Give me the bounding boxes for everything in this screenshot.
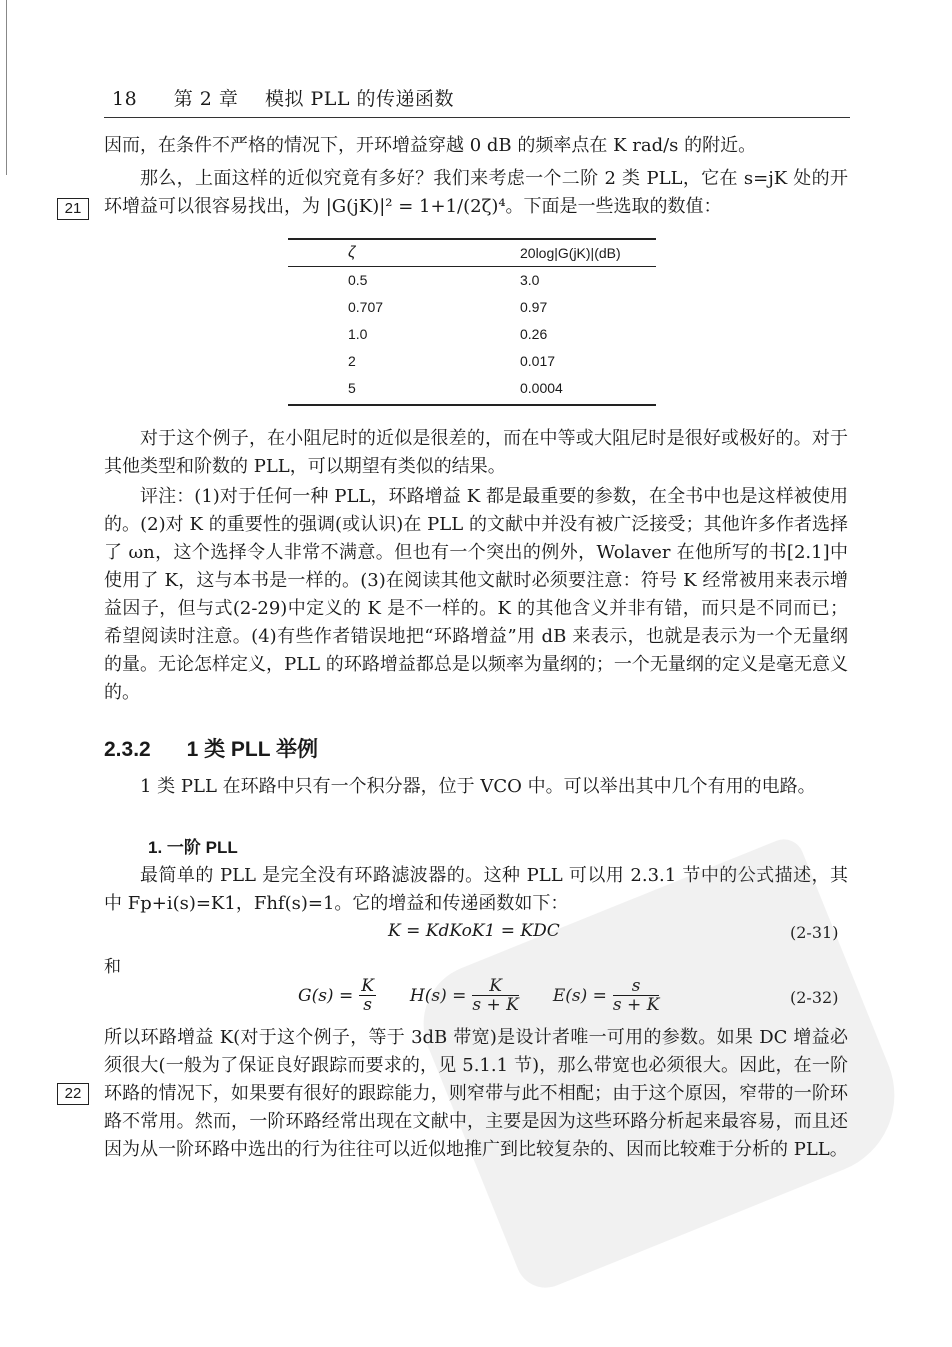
eq-g-label: G(s) = — [298, 985, 354, 1006]
table-row — [288, 348, 656, 375]
table-cell: 0.0004 — [520, 380, 563, 396]
table-row — [288, 375, 656, 402]
chapter-label: 第 2 章 — [173, 88, 239, 110]
eq-h-numerator: K — [472, 977, 518, 996]
equation-number-2-31: (2-31) — [790, 923, 839, 942]
table-cell: 0.97 — [520, 299, 548, 315]
table-cell: 5 — [348, 380, 356, 396]
table-cell: 2 — [348, 353, 356, 369]
table-row — [288, 294, 656, 321]
equation-2-31: K = KdKoK1 = KDC — [388, 921, 560, 941]
eq-g-fraction — [359, 977, 376, 1014]
eq-g-numerator: K — [361, 976, 374, 996]
section-title: 1 类 PLL 举例 — [186, 738, 319, 761]
chapter-title: 模拟 PLL 的传递函数 — [264, 88, 455, 110]
eq-e-numerator: s — [613, 977, 659, 996]
scan-edge-line — [6, 0, 7, 175]
eq-e-denominator: s + K — [612, 995, 660, 1015]
section-number: 2.3.2 — [104, 738, 151, 761]
subsection-heading: 1. 一阶 PLL — [148, 838, 238, 857]
table-cell: 0.5 — [348, 272, 368, 288]
page-number: 18 — [112, 88, 138, 110]
paragraph-6: 最简单的 PLL 是完全没有环路滤波器的。这种 PLL 可以用 2.3.1 节中的公式描述，其中 Fp+i(s)=K1，Fhf(s)=1。它的增益和传递函数如下： — [104, 865, 848, 914]
conjunction-and: 和 — [104, 957, 121, 977]
table-header-zeta: ζ — [348, 244, 356, 261]
paragraph-2: 那么，上面这样的近似究竟有多好？我们来考虑一个二阶 2 类 PLL，它在 s=jK 处的开环增益可以很容易找出，为 |G(jK)|² = 1+1/(2ζ)⁴。下面是一些选取的数值： — [104, 168, 848, 217]
page-header — [112, 84, 454, 111]
table-row — [288, 267, 656, 294]
header-rule — [104, 117, 850, 118]
table-header-row — [288, 240, 656, 266]
table-cell: 1.0 — [348, 326, 368, 342]
eq-g-denominator: s — [363, 995, 372, 1015]
paragraph-3: 对于这个例子，在小阻尼时的近似是很差的，而在中等或大阻尼时是很好或极好的。对于其他类型和阶数的 PLL，可以期望有类似的结果。 — [104, 428, 848, 477]
table-header-gain: 20log|G(jK)|(dB) — [520, 245, 621, 261]
paragraph-5: 1 类 PLL 在环路中只有一个积分器，位于 VCO 中。可以举出其中几个有用的电路。 — [140, 776, 816, 797]
table-cell: 0.017 — [520, 353, 556, 369]
values-table — [288, 238, 656, 406]
remark-paragraph: 评注：(1)对于任何一种 PLL，环路增益 K 都是最重要的参数，在全书中也是这样被使用的。(2)对 K 的重要性的强调(或认识)在 PLL 的文献中并没有被广泛接受；其他许多作者选择了 ωn，这个选择令人非常不满意。但也有一个突出的例外，Wolaver 在他所写的书[2.1]中使用了 K，这与本书是一样的。(3)在阅读其他文献时必须要注意：符号 K 经常被用来表示增益因子，但与式(2-29)中定义的 K 是不一样的。K 的其他含义并非有错，而只是不同而已；希望阅读时注意。(4)有些作者错误地把“环路增益”用 dB 来表示，也就是表示为一个无量纲的量。无论怎样定义，PLL 的环路增益都总是以频率为量纲的；一个无量纲的定义是毫无意义的。 — [104, 486, 848, 703]
table-cell: 3.0 — [520, 272, 540, 288]
table-cell: 0.707 — [348, 299, 384, 315]
paragraph-1: 因而，在条件不严格的情况下，开环增益穿越 0 dB 的频率点在 K rad/s 的附近。 — [104, 135, 757, 156]
eq-e-label: E(s) = — [552, 985, 607, 1006]
eq-h-denominator: s + K — [472, 995, 519, 1015]
table-cell: 0.26 — [520, 326, 548, 342]
margin-page-ref-21: 21 — [57, 198, 89, 220]
paragraph-7: 所以环路增益 K(对于这个例子，等于 3dB 带宽)是设计者唯一可用的参数。如果 DC 增益必须很大(一般为了保证良好跟踪而要求的，见 5.1.1 节)，那么带宽也必须很大。因此，在一阶环路的情况下，如果要有很好的跟踪能力，则窄带与此不相配；由于这个原因，窄带的一阶环路不常用。然而，一阶环路经常出现在文献中，主要是因为这些环路分析起来最容易，而且还因为从一阶环路中选出的行为往往可以近似地推广到比较复杂的、因而比较难于分析的 PLL。 — [104, 1027, 848, 1160]
table-row — [288, 321, 656, 348]
eq-h-label: H(s) = — [409, 985, 467, 1006]
equation-number-2-32: (2-32) — [790, 988, 839, 1007]
margin-page-ref-22: 22 — [57, 1083, 89, 1105]
table-bottom-rule — [288, 404, 656, 406]
section-heading — [104, 733, 318, 763]
